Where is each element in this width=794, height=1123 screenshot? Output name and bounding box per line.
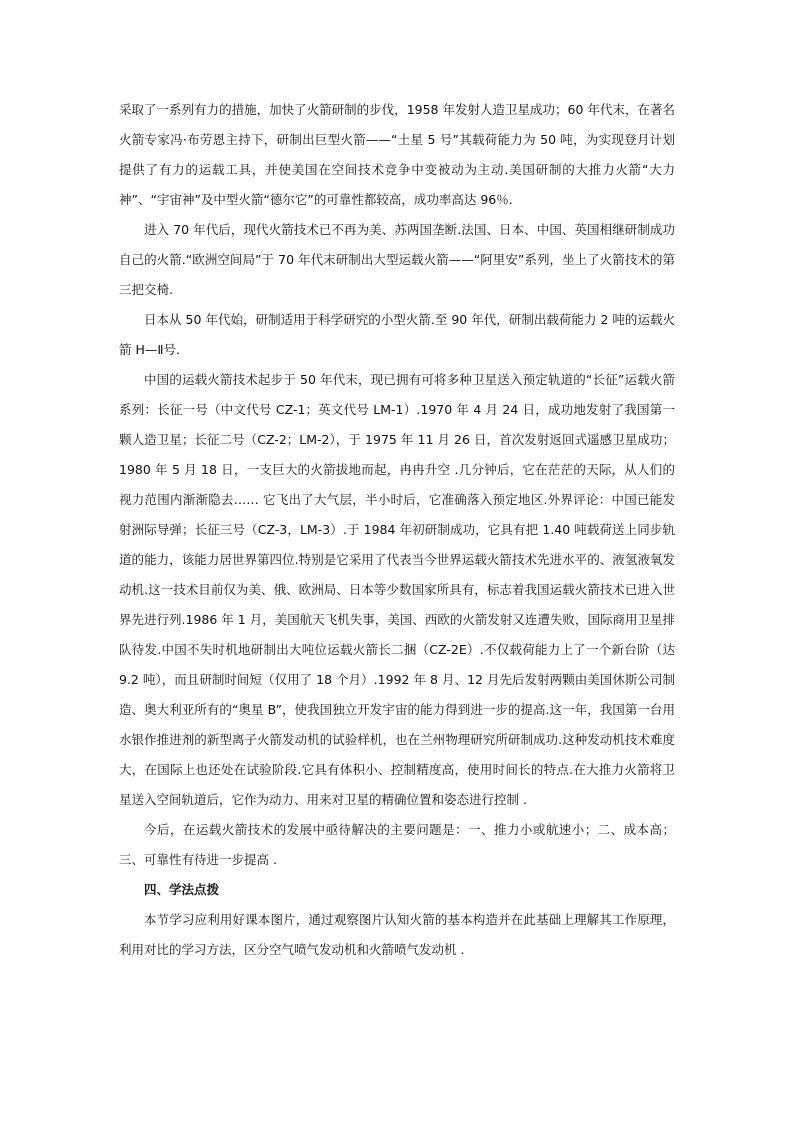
section-heading: 四、学法点拨 (144, 882, 220, 897)
document-page (119, 95, 675, 965)
paragraph-china: 中国的运载火箭技术起步于 50 年代末，现已拥有可将多种卫星送入预定轨道的“长征”运载火箭系列：长征一号（中文代号 CZ-1；英文代号 LM-1）.1970 年 4 月 24 日，成功地发射了我国第一颗人造卫星；长征二号（CZ-2；LM-2），于 1975 年 11 月 26 日，首次发射返回式遥感卫星成功；1980 年 5 月 18 日，一支巨大的火箭拔地而起，冉冉升空 .几分钟后，它在茫茫的天际，从人们的视力范围内渐渐隐去…… 它飞出了大气层，半小时后，它准确落入预定地区.外界评论：中国已能发射洲际导弹；长征三号（CZ-3，LM-3）.于 1984 年初研制成功，它具有把 1.40 吨载荷送上同步轨道的能力，该能力居世界第四位.特别是它采用了代表当今世界运载火箭技术先进水平的、液氢液氧发动机.这一技术目前仅为美、俄、欧洲局、日本等少数国家所具有，标志着我国运载火箭技术已进入世界先进行列.1986 年 1 月，美国航天飞机失事，美国、西欧的火箭发射又连遭失败，国际商用卫星排队待发.中国不失时机地研制出大吨位运载火箭长二捆（CZ-2E）.不仅载荷能力上了一个新台阶（达 9.2 吨），而且研制时间短（仅用了 18 个月）.1992 年 8 月、12 月先后发射两颗由美国休斯公司制造、奥大利亚所有的“奥星 B”，使我国独立开发宇宙的能力得到进一步的提高.这一年，我国第一台用水银作推进剂的新型离子火箭发动机的试验样机，也在兰州物理研究所研制成功.这种发动机技术难度大，在国际上也还处在试验阶段.它具有体积小、控制精度高，使用时间长的特点.在大推力火箭将卫星送入空间轨道后，它作为动力、用来对卫星的精确位置和姿态进行控制 . (119, 372, 675, 807)
paragraph-future-problems: 今后，在运载火箭技术的发展中亟待解决的主要问题是：一、推力小或航速小；二、成本高；三、可靠性有待进一步提高 . (119, 822, 675, 867)
paragraph-us-rockets: 采取了一系列有力的措施，加快了火箭研制的步伐，1958 年发射人造卫星成功；60 年代末，在著名火箭专家冯·布劳恩主持下，研制出巨型火箭——“土星 5 号”其载荷能力为 50 吨，为实现登月计划提供了有力的运载工具，并使美国在空间技术竞争中变被动为主动.美国研制的大推力火箭“大力神”、“宇宙神”及中型火箭“德尔它”的可靠性都较高，成功率高达 96％. (119, 102, 675, 207)
paragraph-study-method: 本节学习应利用好课本图片，通过观察图片认知火箭的基本构造并在此基础上理解其工作原理，利用对比的学习方法，区分空气喷气发动机和火箭喷气发动机 . (119, 912, 675, 957)
paragraph-1970s: 进入 70 年代后，现代火箭技术已不再为美、苏两国垄断.法国、日本、中国、英国相继研制成功自己的火箭.“欧洲空间局”于 70 年代末研制出大型运载火箭——“阿里安”系列，坐上了火箭技术的第三把交椅. (119, 222, 675, 297)
paragraph-japan: 日本从 50 年代始，研制适用于科学研究的小型火箭.至 90 年代，研制出载荷能力 2 吨的运载火箭 H—Ⅱ号. (119, 312, 675, 357)
